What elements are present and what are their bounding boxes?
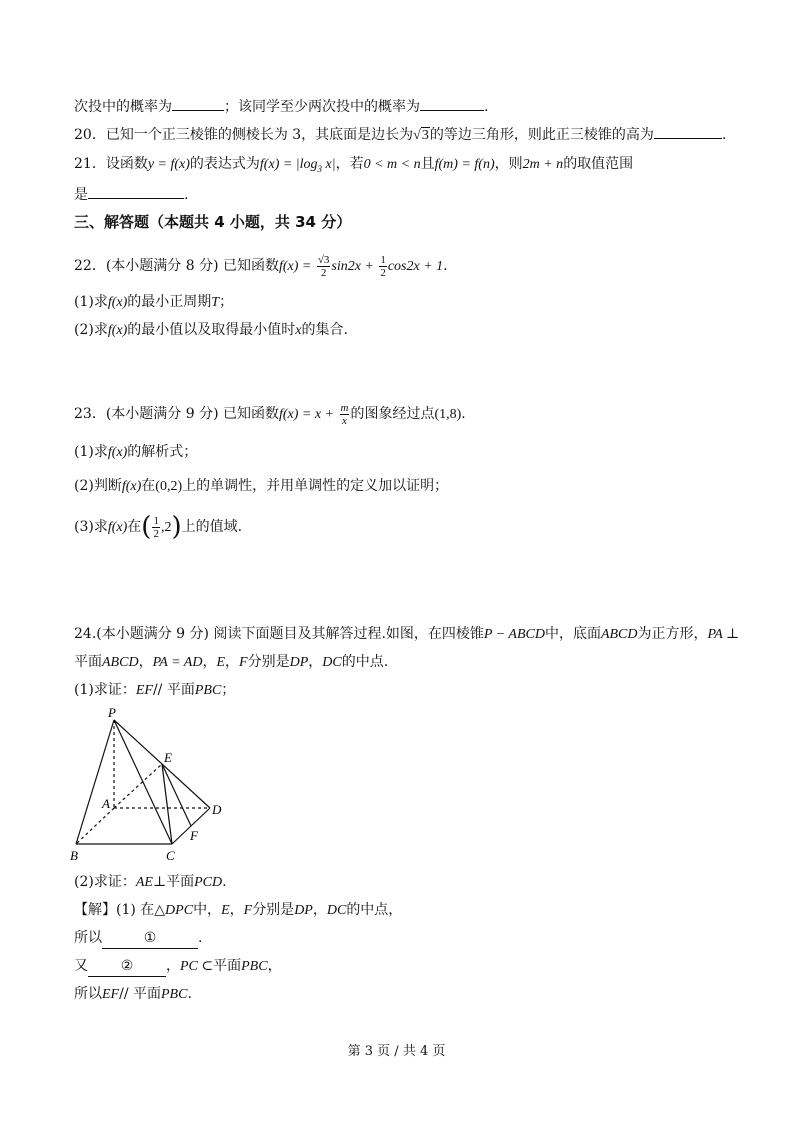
question-21: 21．设函数y = f(x)的表达式为$f(x) = |\log_3$ x|，若0 < m < n且f(m) = f(n)，则2m + n的取值范围 <box>74 156 634 174</box>
question-24-part1: (1)求证：EF// 平面PBC； <box>74 682 236 698</box>
question-22: 22．(本小题满分 8 分) 已知函数f(x) = $\frac{√3}{2}$ sin2x + $\frac{1}{2}$ cos2x + 1. <box>74 253 448 279</box>
question-22-part1: (1)求f(x)的最小正周期T； <box>74 294 234 310</box>
question-23-part1: (1)求f(x)的解析式； <box>74 444 198 460</box>
section-heading: 三、解答题（本题共 4 小题，共 34 分） <box>74 213 352 231</box>
question-22-part2: (2)求f(x)的最小值以及取得最小值时x的集合. <box>74 322 348 338</box>
answer-blank <box>654 124 722 139</box>
label-P: P <box>108 705 116 720</box>
pyramid-figure <box>64 704 234 866</box>
label-F: F <box>190 828 198 843</box>
answer-blank <box>88 184 184 199</box>
question-23: 23．(本小题满分 9 分) 已知函数f(x) = x + $\frac{m}{x}$ 的图象经过点(1,8). <box>74 401 466 427</box>
label-A: A <box>102 796 110 811</box>
question-20: 20．已知一个正三棱锥的侧棱长为 3，其底面是边长为√3的等边三角形，则此正三棱锥的高为 . <box>74 124 726 146</box>
fill-blank-1: ① <box>102 928 198 949</box>
label-E: E <box>164 750 172 765</box>
label-B: B <box>70 848 78 863</box>
question-24: 24.(本小题满分 9 分) 阅读下面题目及其解答过程.如图，在四棱锥P − ABCD中，底面ABCD为正方形，PA ⊥ <box>74 626 740 642</box>
solution-line4: 所以EF// 平面PBC. <box>74 986 192 1002</box>
question-21-line2: 是 . <box>74 184 188 205</box>
solution-line1: 【解】(1) 在△DPC中，E，F分别是DP，DC的中点， <box>74 902 403 918</box>
fill-blank-2: ② <box>88 956 166 977</box>
question-23-part3: (3)求f(x)在( $\frac{1}{2}$ ,2)上的值域. <box>74 512 243 542</box>
q19-tail: 次投中的概率为 ；该同学至少两次投中的概率为 . <box>74 96 488 117</box>
answer-blank <box>172 96 224 111</box>
question-24-part2: (2)求证：AE⊥平面PCD. <box>74 874 227 890</box>
question-24-line2: 平面ABCD，PA = AD，E，F分别是DP，DC的中点. <box>74 654 389 670</box>
answer-blank <box>420 96 484 111</box>
question-23-part2: (2)判断f(x)在(0,2)上的单调性，并用单调性的定义加以证明； <box>74 478 449 494</box>
solution-line2: 所以 ① . <box>74 928 202 949</box>
solution-line3: 又 ② ，PC ⊂平面PBC， <box>74 956 282 977</box>
label-D: D <box>212 802 222 817</box>
page-footer: 第 3 页 / 共 4 页 <box>347 1044 446 1059</box>
label-C: C <box>166 848 175 863</box>
